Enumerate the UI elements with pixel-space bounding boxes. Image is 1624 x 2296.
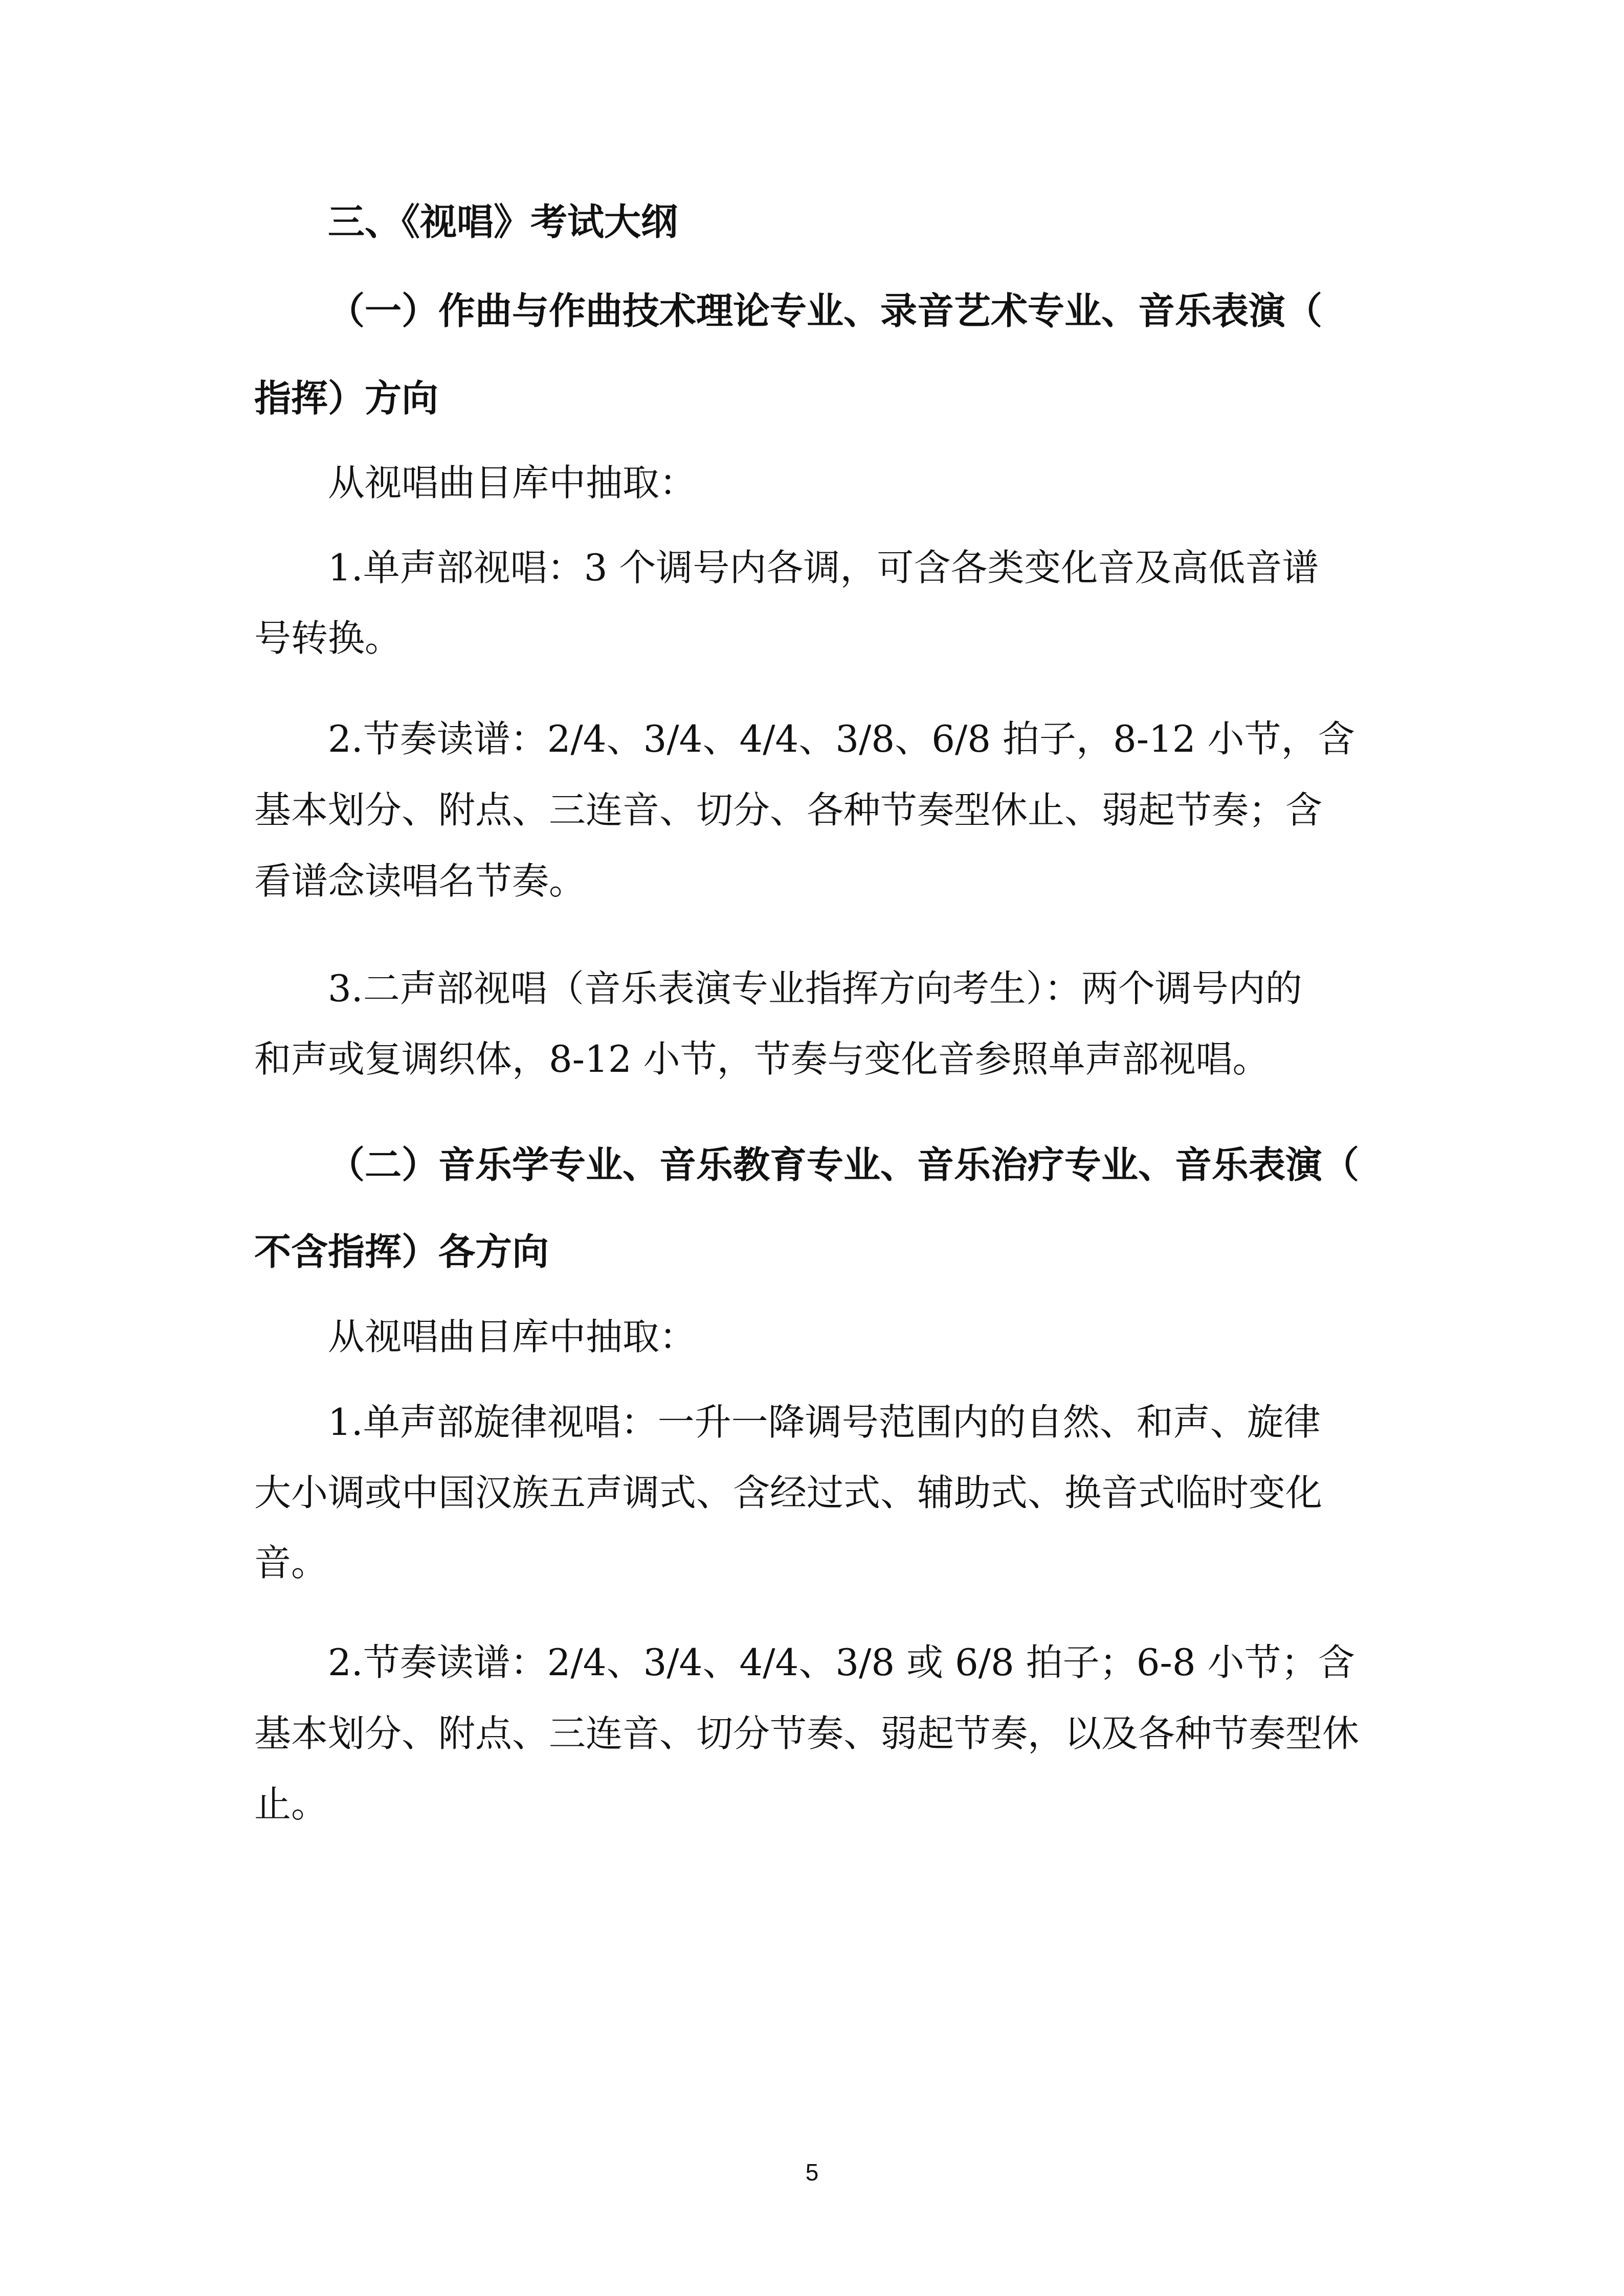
part-two-item1-line1: 1.单声部旋律视唱：一升一降调号范围内的自然、和声、旋律 xyxy=(328,1401,1321,1444)
part-one-heading-line1: （一）作曲与作曲技术理论专业、录音艺术专业、音乐表演（ xyxy=(328,289,1323,332)
part-one-item2-line1: 2.节奏读谱：2/4、3/4、4/4、3/8、6/8 拍子，8-12 小节，含 xyxy=(328,717,1355,760)
page-number: 5 xyxy=(805,2159,819,2186)
part-two-intro: 从视唱曲目库中抽取： xyxy=(328,1315,697,1358)
part-two-heading-line2: 不含指挥）各方向 xyxy=(254,1230,549,1273)
part-one-intro: 从视唱曲目库中抽取： xyxy=(328,461,697,504)
part-one-item2-line3: 看谱念读唱名节奏。 xyxy=(254,860,586,903)
section-title: 三、《视唱》考试大纲 xyxy=(328,200,678,243)
part-two-item2-line2: 基本划分、附点、三连音、切分节奏、弱起节奏，以及各种节奏型休 xyxy=(254,1712,1360,1755)
part-one-heading-line2: 指挥）方向 xyxy=(254,377,439,420)
part-one-item3-line2: 和声或复调织体，8-12 小节，节奏与变化音参照单声部视唱。 xyxy=(254,1038,1270,1081)
part-one-item1-line2: 号转换。 xyxy=(254,617,402,660)
part-two-heading-line1: （二）音乐学专业、音乐教育专业、音乐治疗专业、音乐表演（ xyxy=(328,1143,1360,1186)
part-two-item1-line3: 音。 xyxy=(254,1541,328,1584)
part-one-item1-line1: 1.单声部视唱：3 个调号内各调，可含各类变化音及高低音谱 xyxy=(328,546,1319,589)
part-two-item2-line1: 2.节奏读谱：2/4、3/4、4/4、3/8 或 6/8 拍子；6-8 小节；含 xyxy=(328,1641,1355,1684)
part-two-item1-line2: 大小调或中国汉族五声调式、含经过式、辅助式、换音式临时变化 xyxy=(254,1471,1323,1514)
part-one-item2-line2: 基本划分、附点、三连音、切分、各种节奏型休止、弱起节奏；含 xyxy=(254,789,1323,831)
part-two-item2-line3: 止。 xyxy=(254,1783,328,1826)
part-one-item3-line1: 3.二声部视唱（音乐表演专业指挥方向考生）：两个调号内的 xyxy=(328,967,1302,1010)
